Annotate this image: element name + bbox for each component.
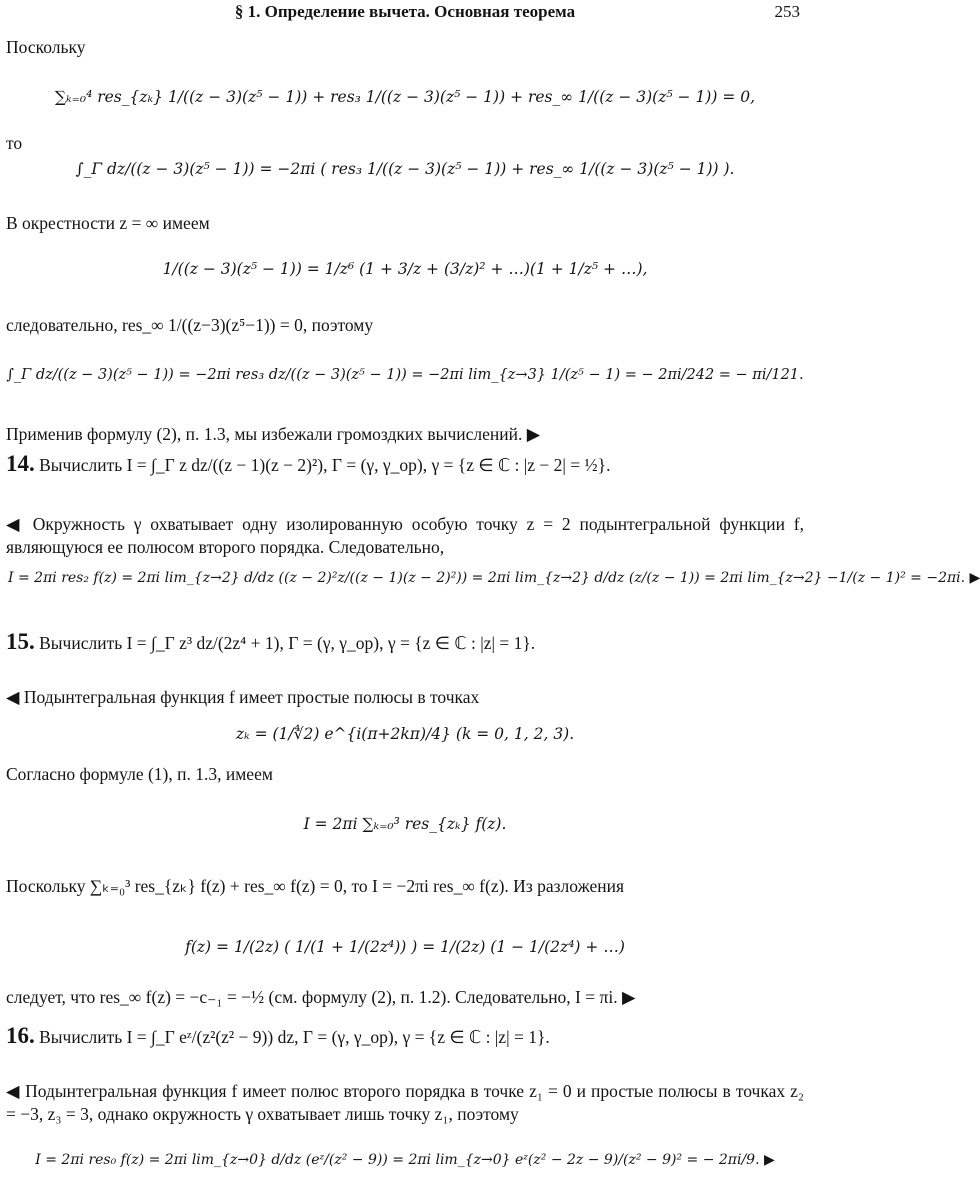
problem-15 (6, 630, 804, 655)
formula-integral-residues: ∫_Γ dz/((z − 3)(z⁵ − 1)) = −2πi ( res₃ 1/((z − 3)(z⁵ − 1)) + res_∞ 1/((z − 3)(z⁵ − 1)) ). (75, 160, 735, 178)
text-line: Поскольку (6, 37, 86, 57)
formula-residue-theorem: I = 2πi ∑ₖ₌₀³ res_{zₖ} f(z). (303, 815, 507, 833)
formula-problem-16-solution: I = 2πi res₀ f(z) = 2πi lim_{z→0} d/dz (eᶻ/(z² − 9)) = 2πi lim_{z→0} eᶻ(z² − 2z − 9)/(z² − 9)² = − 2πi/9. ▶ (35, 1152, 775, 1168)
formula-poles: zₖ = (1/∜2) e^{i(π+2kπ)/4} (k = 0, 1, 2, 3). (235, 725, 575, 743)
formula-problem-14-solution: I = 2πi res₂ f(z) = 2πi lim_{z→2} d/dz ((z − 2)²z/((z − 1)(z − 2)²)) = 2πi lim_{z→2} d/dz (z/(z − 1)) = 2πi lim_{z→2} −1/(z − 1)² = −2πi. ▶ (8, 570, 980, 586)
formula-f-expansion: f(z) = 1/(2z) ( 1/(1 + 1/(2z⁴)) ) = 1/(2z) (1 − 1/(2z⁴) + …) (185, 938, 625, 956)
problem-number: 16. (6, 1023, 35, 1048)
problem-statement: Вычислить I = ∫_Γ z dz/((z − 1)(z − 2)²), Γ = (γ, γ_op), γ = {z ∈ ℂ : |z − 2| = ½}. (39, 455, 611, 475)
problem-statement: Вычислить I = ∫_Γ eᶻ/(z²(z² − 9)) dz, Γ = (γ, γ_op), γ = {z ∈ ℂ : |z| = 1}. (39, 1027, 550, 1047)
paragraph: ◀ Подынтегральная функция f имеет полюс второго порядка в точке z₁ = 0 и простые полюсы в точках z₂ = −3, z₃ = 3, однако окружность γ охватывает лишь точку z₁, поэтому (6, 1081, 804, 1124)
problem-number: 14. (6, 451, 35, 476)
page-number: 253 (774, 2, 800, 21)
page-header (0, 2, 810, 24)
text-line: Согласно формуле (1), п. 1.3, имеем (6, 764, 273, 784)
text-line: следовательно, res_∞ 1/((z−3)(z⁵−1)) = 0, поэтому (6, 315, 374, 335)
text-line: Применив формулу (2), п. 1.3, мы избежали громоздких вычислений. ▶ (6, 424, 541, 444)
text-line: то (6, 133, 23, 153)
section-title: § 1. Определение вычета. Основная теорема (234, 2, 576, 21)
problem-number: 15. (6, 629, 35, 654)
problem-16 (6, 1024, 804, 1049)
paragraph: ◀ Окружность γ охватывает одну изолированную особую точку z = 2 подынтегральной функции f, являющуюся ее полюсом второго порядка. Следовательно, (6, 514, 804, 557)
text-line: ◀ Подынтегральная функция f имеет простые полюсы в точках (6, 687, 480, 707)
text-line: В окрестности z = ∞ имеем (6, 213, 210, 233)
problem-statement: Вычислить I = ∫_Γ z³ dz/(2z⁴ + 1), Γ = (γ, γ_op), γ = {z ∈ ℂ : |z| = 1}. (39, 633, 536, 653)
text-line: следует, что res_∞ f(z) = −c₋₁ = −½ (см. формулу (2), п. 1.2). Следовательно, I = πi. ▶ (6, 987, 636, 1007)
formula-integral-result: ∫_Γ dz/((z − 3)(z⁵ − 1)) = −2πi res₃ dz/((z − 3)(z⁵ − 1)) = −2πi lim_{z→3} 1/(z⁵ − 1) = − 2πi/242 = − πi/121. (6, 367, 804, 383)
problem-14 (6, 452, 804, 477)
formula-residue-sum: ∑ₖ₌₀⁴ res_{zₖ} 1/((z − 3)(z⁵ − 1)) + res₃ 1/((z − 3)(z⁵ − 1)) + res_∞ 1/((z − 3)(z⁵ − 1)) = 0, (54, 88, 756, 106)
formula-expansion-infinity: 1/((z − 3)(z⁵ − 1)) = 1/z⁶ (1 + 3/z + (3/z)² + …)(1 + 1/z⁵ + …), (162, 260, 648, 278)
text-line: Поскольку ∑ₖ₌₀³ res_{zₖ} f(z) + res_∞ f(z) = 0, то I = −2πi res_∞ f(z). Из разложения (6, 876, 624, 896)
